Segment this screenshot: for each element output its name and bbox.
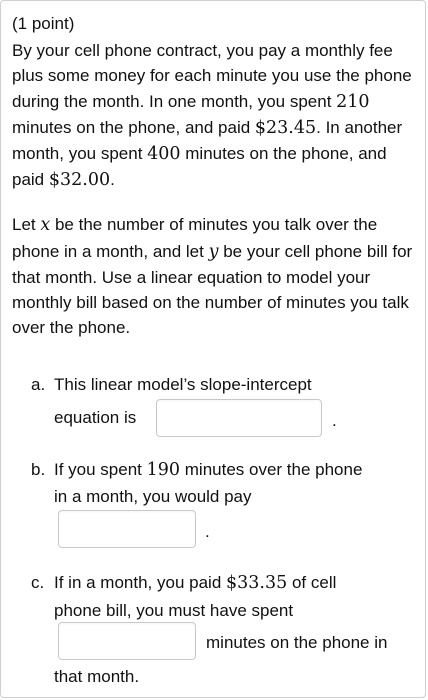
part-c-text-1: If in a month, you paid bbox=[54, 573, 226, 592]
part-c-line4: that month. bbox=[54, 667, 140, 686]
part-a-period: . bbox=[332, 411, 337, 430]
part-b-line2: in a month, you would pay bbox=[54, 487, 252, 506]
intro-text-5: . bbox=[110, 170, 115, 190]
part-b-text-1: If you spent bbox=[54, 460, 147, 479]
setup-text-3: be your cell phone bill for that month. Use a linear equation to model your monthly bill based on the number of minutes you talk over the phone. bbox=[12, 241, 413, 338]
problem-intro bbox=[12, 38, 416, 193]
part-c-text-2: of cell bbox=[287, 573, 337, 592]
part-a-line1: This linear model’s slope-intercept bbox=[54, 375, 312, 394]
part-b-text-2: minutes over the phone bbox=[180, 460, 363, 479]
part-c-line2: phone bill, you must have spent bbox=[54, 601, 294, 620]
part-c-after-text: minutes on the phone in bbox=[206, 633, 388, 652]
variable-y: y bbox=[208, 241, 219, 262]
intro-text-2: minutes on the phone, and paid bbox=[12, 117, 255, 137]
intro-amount-1: $23.45 bbox=[254, 117, 317, 138]
intro-minutes-2: 400 bbox=[147, 144, 181, 165]
part-b-label: b. bbox=[31, 460, 46, 479]
intro-text-4: minutes on the phone, and paid bbox=[12, 144, 387, 190]
setup-text-2: be the number of minutes you talk over the phone in a month, and let bbox=[12, 215, 378, 261]
setup-text-1: Let bbox=[12, 215, 41, 235]
part-b-line1 bbox=[54, 457, 362, 483]
part-a-answer-input[interactable] bbox=[156, 399, 322, 437]
part-a-label: a. bbox=[31, 375, 46, 394]
part-c-line1 bbox=[54, 570, 336, 596]
part-b-period: . bbox=[205, 522, 210, 541]
points-label: (1 point) bbox=[12, 14, 75, 33]
part-c-label: c. bbox=[31, 573, 45, 592]
variable-x: x bbox=[40, 215, 51, 236]
part-c-answer-input[interactable] bbox=[58, 622, 196, 660]
intro-text-3: . In another month, you spent bbox=[12, 117, 403, 164]
intro-text-1: By your cell phone contract, you pay a monthly fee plus some money for each minute you use the phone during the month. In one month, you spent bbox=[12, 41, 412, 111]
part-c-amount: $33.35 bbox=[226, 573, 288, 593]
part-b-answer-input[interactable] bbox=[58, 510, 196, 548]
intro-amount-2: $32.00 bbox=[48, 170, 111, 191]
intro-minutes-1: 210 bbox=[336, 91, 370, 112]
question-content bbox=[12, 11, 416, 340]
part-a-line2: equation is bbox=[54, 408, 137, 427]
problem-setup bbox=[12, 212, 416, 340]
part-b-minutes: 190 bbox=[146, 460, 181, 480]
